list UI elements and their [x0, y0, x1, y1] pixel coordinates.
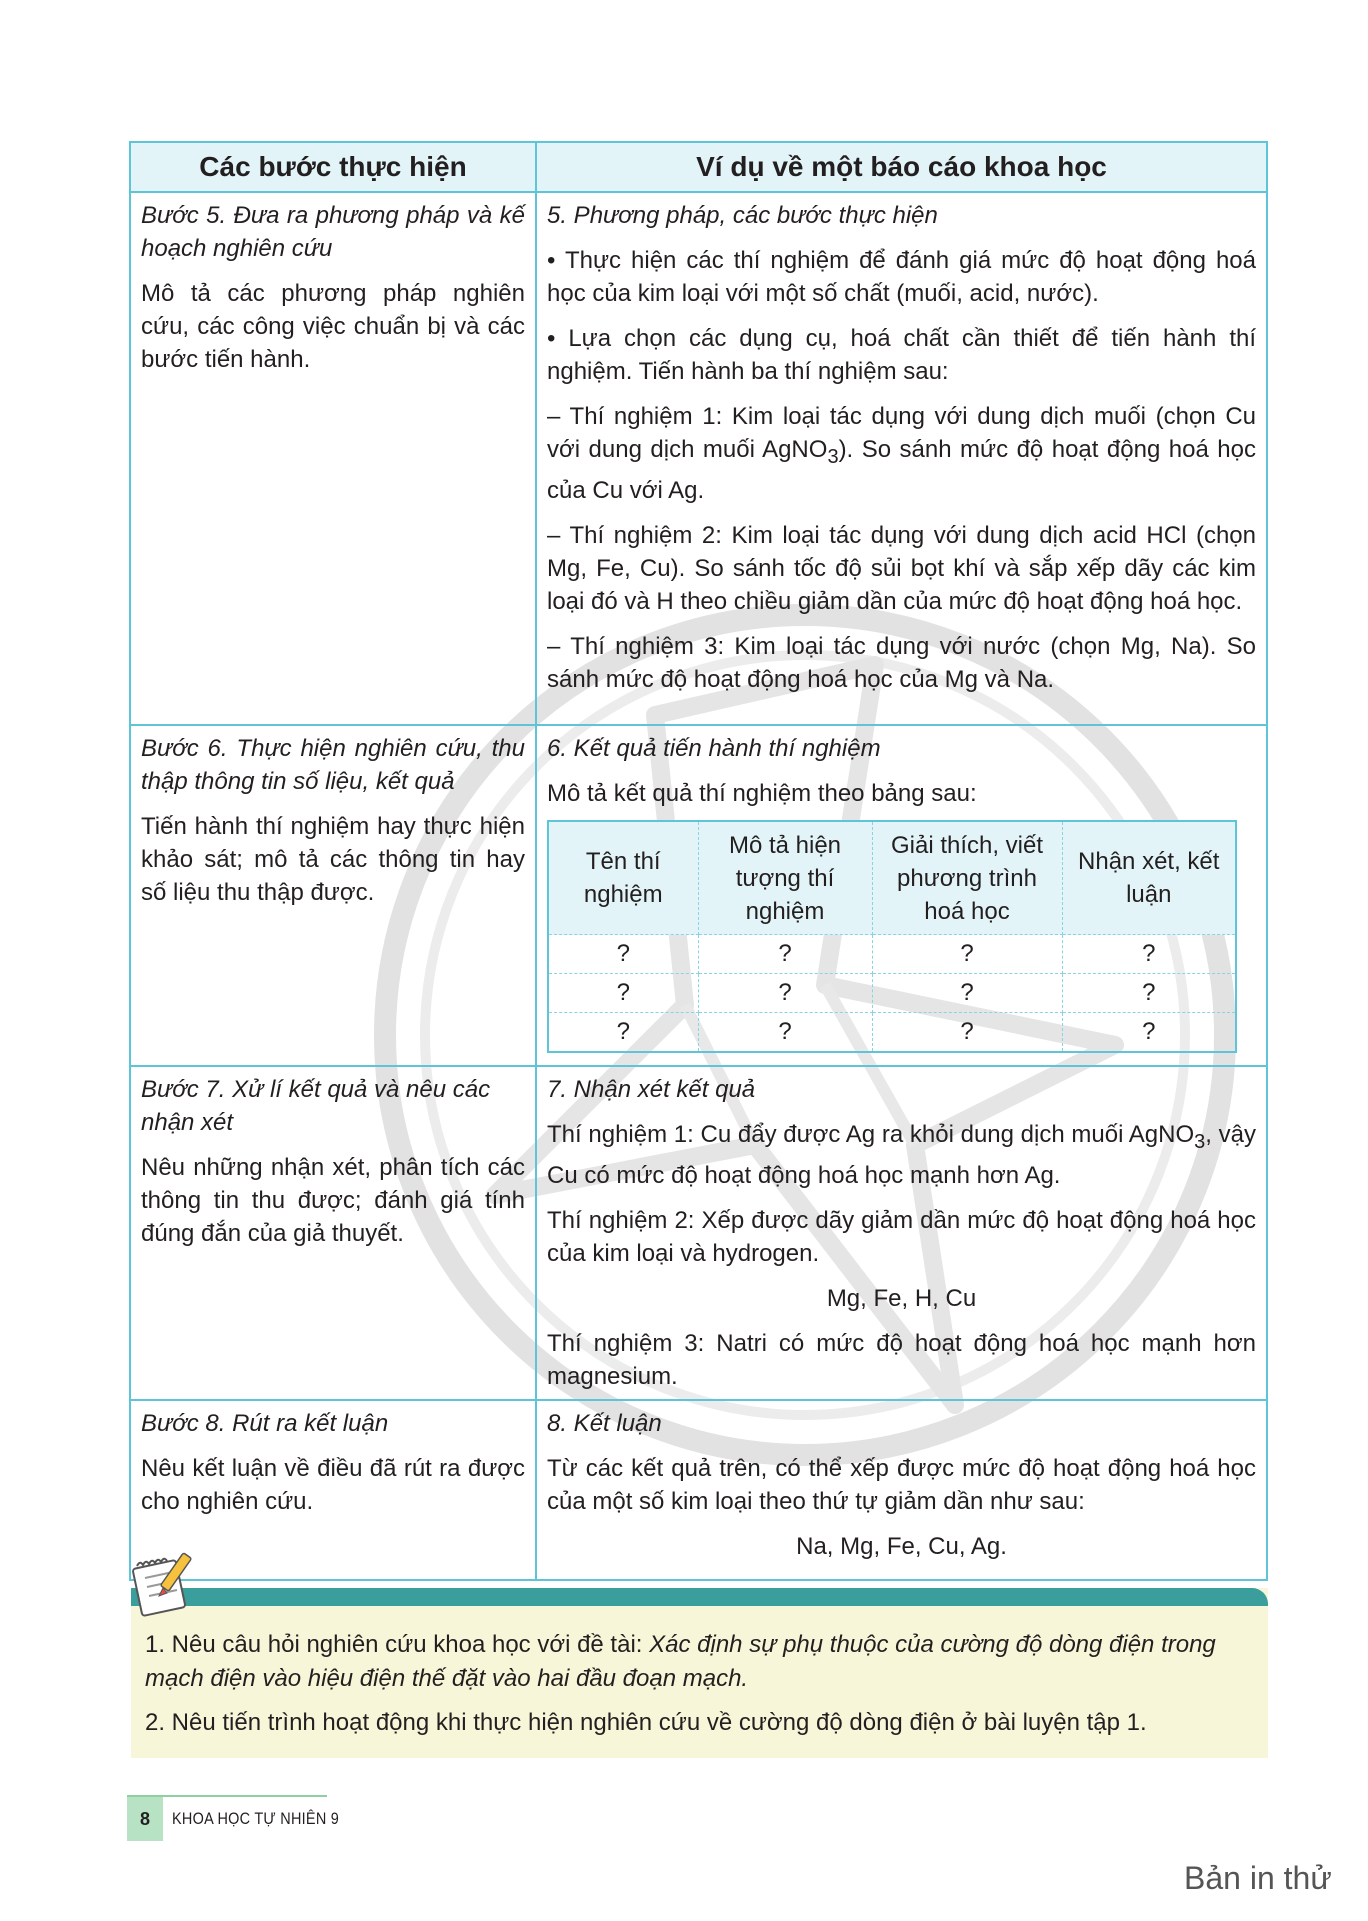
example-6-intro: Mô tả kết quả thí nghiệm theo bảng sau: — [547, 780, 977, 807]
table-cell: ? — [1062, 974, 1236, 1013]
results-header-explanation: Giải thích, viết phương trình hoá học — [872, 821, 1062, 935]
example-7-p3: Thí nghiệm 3: Natri có mức độ hoạt động hoá học mạnh hơn magnesium. — [547, 1329, 1256, 1390]
table-cell: ? — [1142, 1018, 1156, 1045]
print-proof-note: Bản in thử — [1184, 1860, 1332, 1896]
subscript-3: 3 — [1194, 1130, 1206, 1153]
table-row-step-7 — [130, 1066, 1267, 1400]
table-header-row — [130, 142, 1267, 192]
example-5-p5: – Thí nghiệm 3: Kim loại tác dụng với nước (chọn Mg, Na). So sánh mức độ hoạt động hoá học của Mg và Na. — [547, 632, 1256, 693]
example-7-p2: Thí nghiệm 2: Xếp được dãy giảm dần mức độ hoạt động hoá học của kim loại và hydrogen. — [547, 1206, 1256, 1267]
step-8-title: Bước 8. Rút ra kết luận — [141, 1409, 389, 1437]
table-cell: ? — [548, 974, 698, 1013]
step-6-desc: Tiến hành thí nghiệm hay thực hiện khảo sát; mô tả các thông tin hay số liệu thu thập được. — [141, 813, 525, 906]
subscript-3: 3 — [827, 445, 839, 468]
header-steps: Các bước thực hiện — [130, 142, 536, 192]
example-7-p1 — [547, 1118, 1256, 1192]
step-7-cell — [130, 1066, 536, 1400]
question-1-prefix: 1. Nêu câu hỏi nghiên cứu khoa học với đề tài: — [145, 1631, 650, 1658]
exercise-questions — [145, 1628, 1255, 1750]
example-5-p3-text-a: – Thí nghiệm 1: Kim loại tác dụng với dung dịch muối (chọn Cu với dung dịch muối AgNO — [547, 403, 1256, 463]
table-cell: ? — [698, 974, 872, 1013]
table-cell: ? — [548, 1013, 698, 1053]
research-steps-table — [129, 141, 1268, 1581]
table-cell: ? — [872, 935, 1062, 974]
page-number: 8 — [127, 1797, 163, 1841]
example-8-p1: Từ các kết quả trên, có thể xếp được mức độ hoạt động hoá học của một số kim loại theo thứ tự giảm dần như sau: — [547, 1454, 1256, 1515]
step-6-cell — [130, 725, 536, 1066]
step-7-title: Bước 7. Xử lí kết quả và nêu các nhận xét — [141, 1076, 491, 1136]
table-cell: ? — [872, 1013, 1062, 1053]
step-8-desc: Nêu kết luận về điều đã rút ra được cho nghiên cứu. — [141, 1454, 525, 1515]
results-header-phenomenon: Mô tả hiện tượng thí nghiệm — [698, 821, 872, 935]
example-6-title: 6. Kết quả tiến hành thí nghiệm — [547, 735, 881, 762]
example-7-p1-text-a: Thí nghiệm 1: Cu đẩy được Ag ra khỏi dung dịch muối AgNO — [547, 1121, 1195, 1148]
exercise-header-bar — [131, 1588, 1268, 1606]
notepad-pencil-icon — [129, 1548, 199, 1620]
book-title: KHOA HỌC TỰ NHIÊN 9 — [172, 1809, 340, 1828]
table-row-step-6 — [130, 725, 1267, 1066]
table-cell: ? — [548, 935, 698, 974]
table-row — [548, 1013, 1236, 1053]
example-7-series: Mg, Fe, H, Cu — [826, 1284, 977, 1312]
table-row — [548, 974, 1236, 1013]
example-5-cell — [536, 192, 1267, 725]
example-8-series: Na, Mg, Fe, Cu, Ag. — [796, 1532, 1007, 1560]
example-6-cell — [536, 725, 1267, 1066]
step-6-title: Bước 6. Thực hiện nghiên cứu, thu thập thông tin số liệu, kết quả — [141, 735, 525, 795]
step-5-cell — [130, 192, 536, 725]
results-header-row — [548, 821, 1236, 935]
example-5-p4: – Thí nghiệm 2: Kim loại tác dụng với dung dịch acid HCl (chọn Mg, Fe, Cu). So sánh tốc độ sủi bọt khí và sắp xếp dãy các kim loại đó và H theo chiều giảm dần của mức độ hoạt động hoá học. — [547, 521, 1256, 615]
table-cell: ? — [1062, 935, 1236, 974]
exercise-question-2: 2. Nêu tiến trình hoạt động khi thực hiện nghiên cứu về cường độ dòng điện ở bài luyện tập 1. — [145, 1709, 1147, 1736]
example-5-p1: • Thực hiện các thí nghiệm để đánh giá mức độ hoạt động hoá học của kim loại với một số chất (muối, acid, nước). — [547, 247, 1256, 307]
table-row-step-5 — [130, 192, 1267, 725]
results-table — [547, 820, 1237, 1053]
example-7-p1-text-b: , vậy Cu có mức độ hoạt động hoá học mạnh hơn Ag. — [547, 1121, 1256, 1189]
step-5-desc: Mô tả các phương pháp nghiên cứu, các công việc chuẩn bị và các bước tiến hành. — [141, 280, 525, 373]
header-example: Ví dụ về một báo cáo khoa học — [536, 142, 1267, 192]
table-cell: ? — [698, 1013, 872, 1053]
results-header-name: Tên thí nghiệm — [548, 821, 698, 935]
example-7-title: 7. Nhận xét kết quả — [547, 1076, 756, 1103]
example-5-title: 5. Phương pháp, các bước thực hiện — [547, 202, 938, 229]
example-5-p2: • Lựa chọn các dụng cụ, hoá chất cần thiết để tiến hành thí nghiệm. Tiến hành ba thí nghiệm sau: — [547, 325, 1256, 385]
table-cell: ? — [872, 974, 1062, 1013]
results-header-conclusion: Nhận xét, kết luận — [1062, 821, 1236, 935]
table-cell: ? — [698, 935, 872, 974]
question-1-topic: Xác định sự phụ thuộc của cường độ dòng điện trong mạch điện vào hiệu điện thế đặt vào hai đầu đoạn mạch. — [145, 1631, 1216, 1692]
example-8-title: 8. Kết luận — [547, 1409, 662, 1437]
example-5-p3-text-b: ). So sánh mức độ hoạt động hoá học của Cu với Ag. — [547, 436, 1256, 504]
table-row-step-8 — [130, 1400, 1267, 1580]
example-7-cell — [536, 1066, 1267, 1400]
table-row — [548, 935, 1236, 974]
exercise-question-1 — [145, 1628, 1255, 1696]
step-5-title: Bước 5. Đưa ra phương pháp và kế hoạch nghiên cứu — [141, 202, 525, 262]
example-8-cell — [536, 1400, 1267, 1580]
step-7-desc: Nêu những nhận xét, phân tích các thông tin thu được; đánh giá tính đúng đắn của giả thuyết. — [141, 1154, 525, 1247]
example-5-p3 — [547, 400, 1256, 507]
